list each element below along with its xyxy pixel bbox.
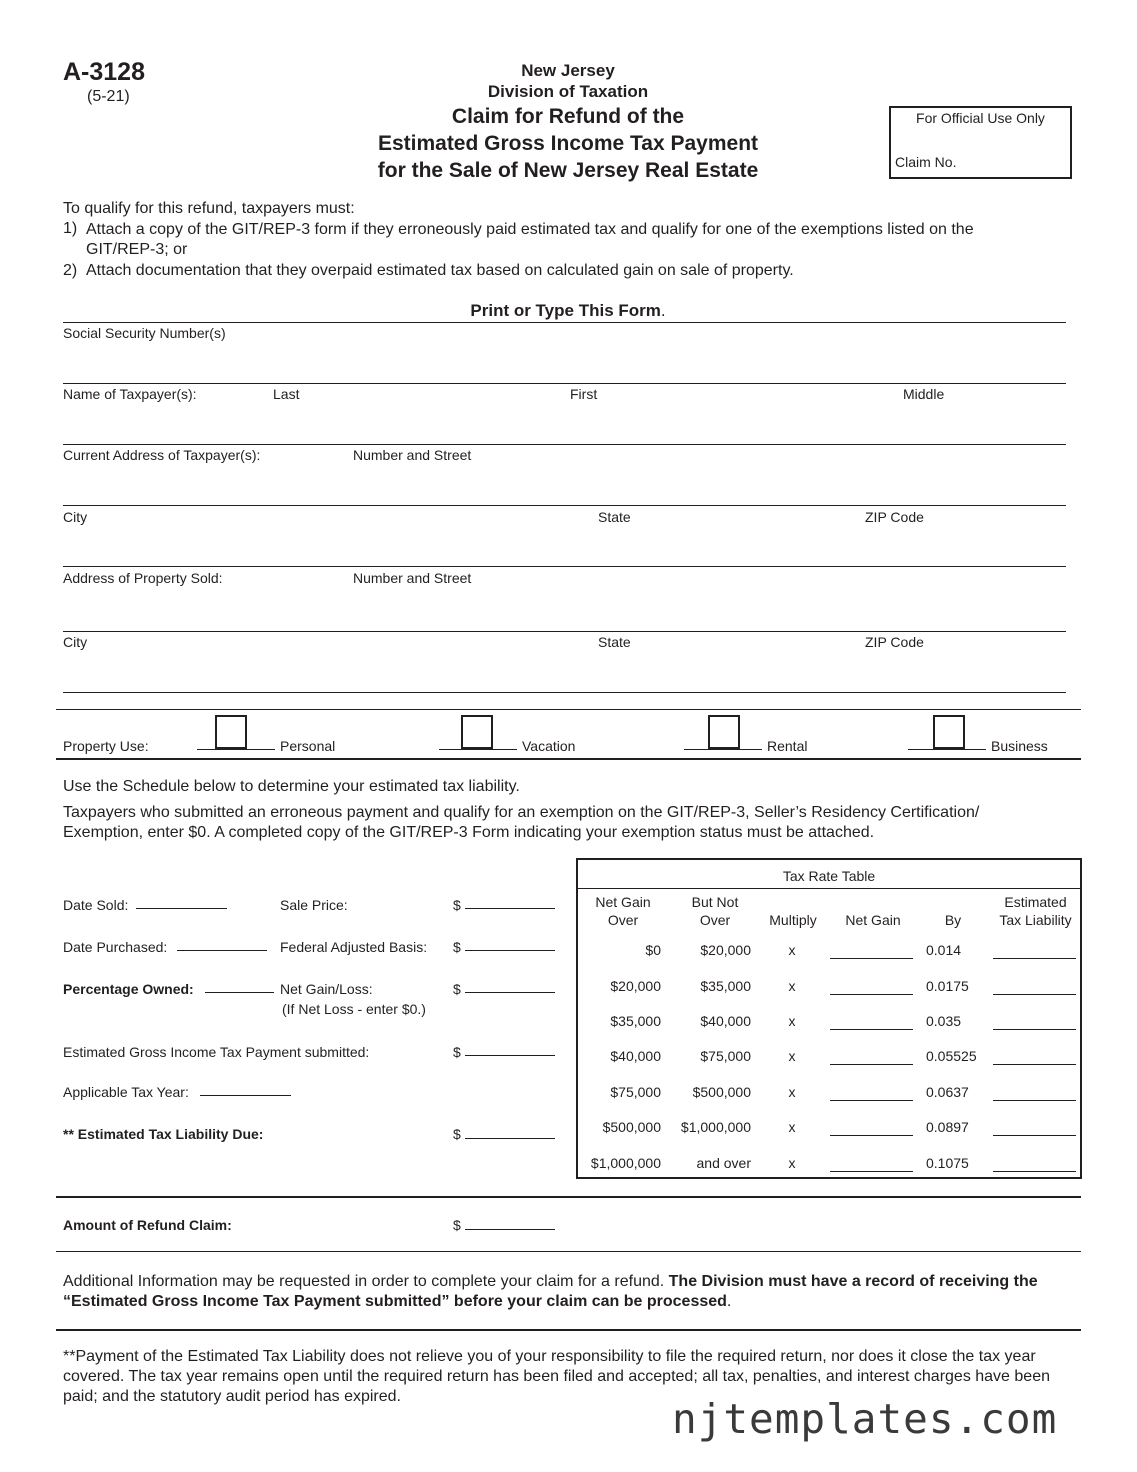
date-sold-field[interactable] [136, 908, 227, 909]
tax-row-net-gain-field[interactable] [830, 994, 913, 995]
form-title-line2: Estimated Gross Income Tax Payment [377, 132, 759, 155]
tax-row-over: $0 [645, 942, 661, 958]
tax-row-liability-field[interactable] [993, 1135, 1076, 1136]
tax-row-net-gain-field[interactable] [830, 1029, 913, 1030]
tax-row-over: $1,000,000 [590, 1155, 661, 1171]
net-gain-loss-label: Net Gain/Loss: [280, 981, 373, 997]
tax-row-but-not-over: $75,000 [700, 1048, 751, 1064]
qualify-item1-number: 1) [63, 220, 78, 237]
business-underline [908, 749, 986, 750]
tax-row-rate: 0.0897 [926, 1119, 969, 1135]
tax-row-multiply-sign: x [788, 942, 796, 958]
property-city-label: City [63, 634, 88, 650]
sale-price-field[interactable] [465, 908, 555, 909]
tax-row-liability-field[interactable] [993, 958, 1076, 959]
current-address-label: Current Address of Taxpayer(s): [63, 447, 261, 463]
form-title-line1: Claim for Refund of the [451, 105, 685, 128]
vacation-option-label: Vacation [522, 738, 576, 754]
tax-row-rate: 0.05525 [926, 1048, 977, 1064]
rental-checkbox[interactable] [708, 715, 740, 749]
liability-due-dollar: $ [453, 1126, 461, 1142]
property-state-label: State [598, 634, 631, 650]
number-street-label: Number and Street [353, 447, 472, 463]
tax-row-but-not-over: $40,000 [700, 1013, 751, 1029]
tax-row-rate: 0.0175 [926, 978, 969, 994]
tax-year-field[interactable] [200, 1095, 291, 1096]
exemption-note: Taxpayers who submitted an erroneous payment and qualify for an exemption on the GIT/REP-3, Seller’s Residency Certification/ Exemption, enter $0. A completed copy of the GIT/REP-3 Form indicating your exemption status must be attached. [63, 804, 980, 841]
print-instruction-text: Print or Type This Form [470, 301, 661, 320]
col-netgain-header: Net Gain [845, 912, 901, 928]
tax-row-multiply-sign: x [788, 1155, 796, 1171]
tax-row-net-gain-field[interactable] [830, 1100, 913, 1101]
state-name: New Jersey [521, 61, 615, 80]
tax-row-over: $500,000 [602, 1119, 661, 1135]
tax-row-multiply-sign: x [788, 1084, 796, 1100]
qualify-item2: Attach documentation that they overpaid estimated tax based on calculated gain on sale of property. [86, 262, 794, 279]
middle-name-label: Middle [903, 386, 945, 402]
tax-row-rate: 0.014 [926, 942, 962, 958]
rental-option-label: Rental [767, 738, 808, 754]
last-name-label: Last [273, 386, 300, 402]
net-gain-dollar: $ [453, 981, 461, 997]
claim-no-label[interactable]: Claim No. [895, 154, 957, 170]
tax-row-liability-field[interactable] [993, 994, 1076, 995]
tax-row-but-not-over: $1,000,000 [680, 1119, 751, 1135]
tax-row-rate: 0.035 [926, 1013, 962, 1029]
divider [56, 1251, 1081, 1252]
col-over-header-2: Over [607, 912, 639, 928]
payment-submitted-dollar: $ [453, 1044, 461, 1060]
tax-row-net-gain-field[interactable] [830, 958, 913, 959]
official-use-title: For Official Use Only [916, 110, 1045, 126]
qualify-item1: Attach a copy of the GIT/REP-3 form if they erroneously paid estimated tax and qualify for one of the exemptions listed on the GIT/REP-3; or [86, 221, 974, 258]
tax-row-but-not-over: $35,000 [700, 978, 751, 994]
name-field-line[interactable] [63, 444, 1066, 445]
tax-row-over: $35,000 [610, 1013, 661, 1029]
tax-row-liability-field[interactable] [993, 1064, 1076, 1065]
refund-claim-dollar: $ [453, 1217, 461, 1233]
federal-basis-dollar: $ [453, 939, 461, 955]
personal-checkbox[interactable] [215, 715, 247, 749]
first-name-label: First [570, 386, 598, 402]
form-number: A-3128 [63, 58, 145, 86]
property-city-field-line[interactable] [63, 692, 1066, 693]
tax-row-rate: 0.1075 [926, 1155, 969, 1171]
payment-submitted-field[interactable] [465, 1055, 555, 1056]
additional-info [63, 1272, 1063, 1312]
col-over-header-1: Net Gain [595, 894, 651, 910]
percentage-owned-label: Percentage Owned: [63, 981, 194, 997]
tax-row-net-gain-field[interactable] [830, 1135, 913, 1136]
additional-info-end: . [726, 1293, 732, 1310]
taxpayer-name-label: Name of Taxpayer(s): [63, 386, 197, 402]
additional-info-bold: The Division must have a record of receiving the “Estimated Gross Income Tax Payment submitted” before your claim can be processed [63, 1273, 1038, 1310]
payment-submitted-label: Estimated Gross Income Tax Payment submitted: [63, 1044, 370, 1060]
refund-claim-field[interactable] [465, 1229, 555, 1230]
tax-row-over: $20,000 [610, 978, 661, 994]
tax-rate-table [576, 858, 1082, 1179]
tax-row-multiply-sign: x [788, 978, 796, 994]
state-label: State [598, 509, 631, 525]
property-number-street-label: Number and Street [353, 570, 472, 586]
personal-underline [197, 749, 275, 750]
divider [56, 1329, 1081, 1331]
percentage-owned-field[interactable] [205, 992, 274, 993]
form-revision: (5-21) [87, 88, 130, 105]
property-use-label: Property Use: [63, 738, 149, 754]
federal-basis-label: Federal Adjusted Basis: [280, 939, 428, 955]
property-address-field-line[interactable] [63, 631, 1066, 632]
tax-table-title: Tax Rate Table [782, 868, 876, 884]
sale-price-label: Sale Price: [280, 897, 348, 913]
form-title-line3: for the Sale of New Jersey Real Estate [377, 159, 759, 182]
tax-row-but-not-over: and over [696, 1155, 751, 1171]
divider [578, 888, 1080, 889]
official-use-box [889, 106, 1072, 179]
col-liability-header-1: Estimated [1004, 894, 1067, 910]
refund-claim-label: Amount of Refund Claim: [63, 1217, 232, 1233]
col-butnot-header-1: But Not [691, 894, 739, 910]
col-butnot-header-2: Over [699, 912, 731, 928]
tax-row-net-gain-field[interactable] [830, 1064, 913, 1065]
division-name: Division of Taxation [487, 82, 649, 101]
qualify-intro: To qualify for this refund, taxpayers must: [63, 200, 355, 217]
divider [63, 322, 1066, 323]
tax-row-multiply-sign: x [788, 1048, 796, 1064]
tax-row-but-not-over: $20,000 [700, 942, 751, 958]
tax-row-net-gain-field[interactable] [830, 1171, 913, 1172]
col-by-header: By [944, 912, 962, 928]
print-instruction [318, 301, 818, 321]
ssn-label: Social Security Number(s) [63, 325, 226, 341]
rental-underline [684, 749, 762, 750]
ssn-field-line[interactable] [63, 383, 1066, 384]
business-checkbox[interactable] [933, 715, 965, 749]
current-address-field-line[interactable] [63, 505, 1066, 506]
vacation-checkbox[interactable] [461, 715, 493, 749]
date-sold-label: Date Sold: [63, 897, 129, 913]
liability-due-field[interactable] [465, 1138, 555, 1139]
personal-option-label: Personal [280, 738, 336, 754]
divider [56, 1196, 1081, 1198]
tax-row-liability-field[interactable] [993, 1100, 1076, 1101]
date-purchased-label: Date Purchased: [63, 939, 168, 955]
tax-row-but-not-over: $500,000 [692, 1084, 751, 1100]
tax-row-over: $40,000 [610, 1048, 661, 1064]
federal-basis-field[interactable] [465, 950, 555, 951]
tax-row-over: $75,000 [610, 1084, 661, 1100]
qualify-item2-number: 2) [63, 262, 78, 279]
col-multiply-header: Multiply [769, 912, 817, 928]
watermark: njtemplates.com [672, 1395, 1058, 1443]
tax-row-rate: 0.0637 [926, 1084, 969, 1100]
tax-row-multiply-sign: x [788, 1013, 796, 1029]
property-address-label: Address of Property Sold: [63, 570, 223, 586]
col-liability-header-2: Tax Liability [999, 912, 1072, 928]
date-purchased-field[interactable] [177, 950, 267, 951]
property-zip-label: ZIP Code [865, 634, 924, 650]
additional-info-text: Additional Information may be requested in order to complete your claim for a refund. [63, 1273, 669, 1290]
liability-due-label: ** Estimated Tax Liability Due: [63, 1126, 264, 1142]
tax-year-label: Applicable Tax Year: [63, 1084, 189, 1100]
tax-row-liability-field[interactable] [993, 1171, 1076, 1172]
divider [56, 758, 1081, 760]
net-gain-field[interactable] [465, 992, 555, 993]
city-state-zip-field-line[interactable] [63, 566, 1066, 567]
divider [56, 709, 1081, 710]
schedule-intro: Use the Schedule below to determine your estimated tax liability. [63, 778, 520, 795]
net-loss-note: (If Net Loss - enter $0.) [282, 1001, 426, 1017]
zip-label: ZIP Code [865, 509, 924, 525]
print-instruction-period: . [660, 301, 666, 320]
tax-row-liability-field[interactable] [993, 1029, 1076, 1030]
city-label: City [63, 509, 88, 525]
sale-price-dollar: $ [453, 897, 461, 913]
tax-row-multiply-sign: x [788, 1119, 796, 1135]
vacation-underline [439, 749, 517, 750]
business-option-label: Business [991, 738, 1048, 754]
footnote: **Payment of the Estimated Tax Liability does not relieve you of your responsibility to file the required return, nor does it close the tax year covered. The tax year remains open until the required return has been filed and accepted; all tax, penalties, and interest charges have been paid; and the statutory audit period has expired. [63, 1348, 1050, 1405]
